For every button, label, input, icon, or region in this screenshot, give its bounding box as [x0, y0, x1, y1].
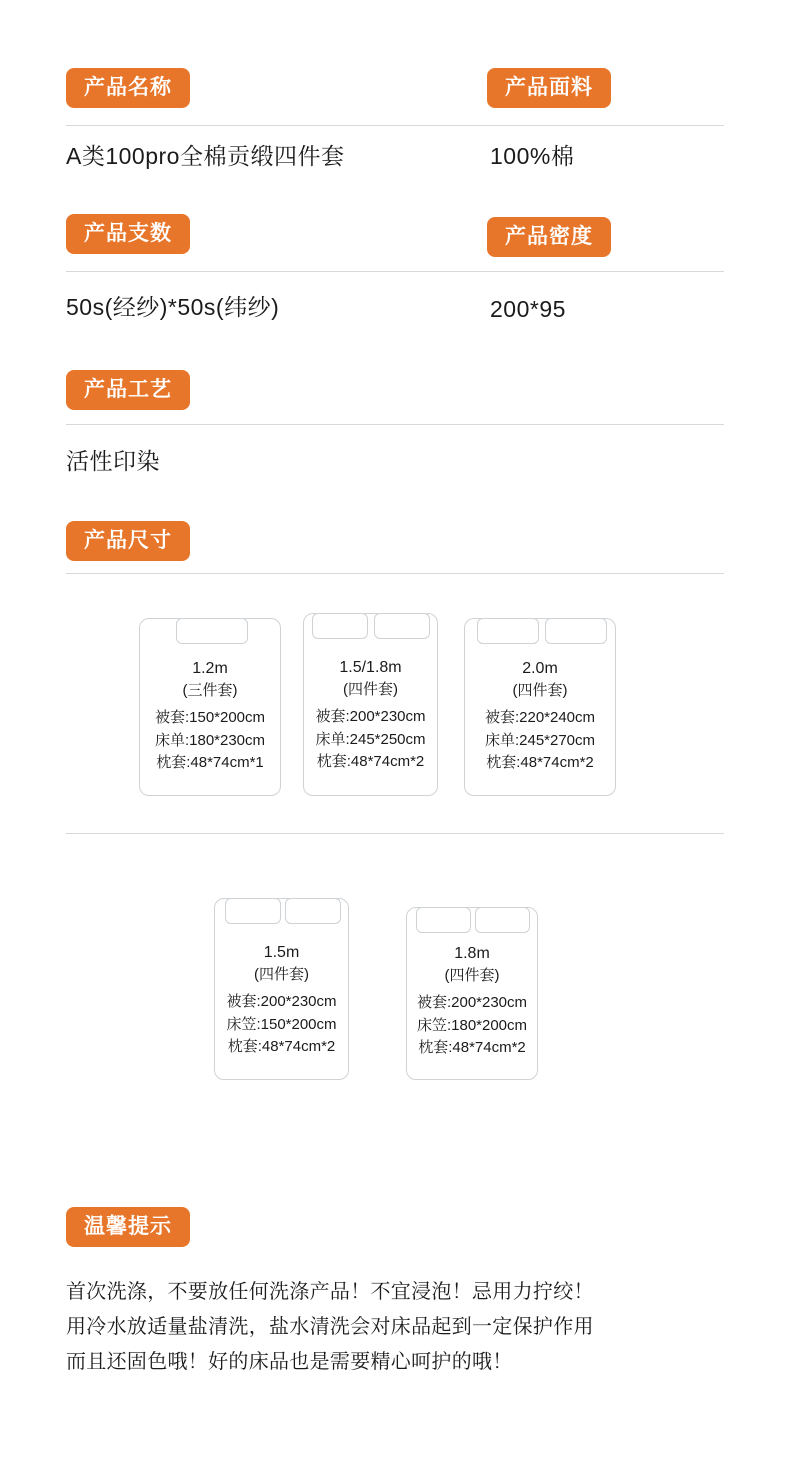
spec-label-product-size	[66, 521, 190, 561]
bed-title: 1.5m	[263, 944, 300, 961]
divider-3	[66, 424, 724, 425]
tips-body	[66, 1275, 726, 1380]
bed-spec-line: 床单:180*230cm	[154, 731, 266, 749]
bed-spec-line: 床笠:150*200cm	[226, 1015, 337, 1033]
pill-product-fabric: 产品面料	[487, 68, 611, 108]
spec-value-product-fabric: 100%棉	[490, 143, 575, 169]
bed-spec-line: 被套:200*230cm	[226, 993, 337, 1010]
spec-value-product-name: A类100pro全棉贡缎四件套	[66, 143, 345, 169]
bed-diagram-1	[139, 618, 281, 796]
spec-value-product-count: 50s(经纱)*50s(纬纱)	[66, 294, 280, 320]
bed-spec-line: 枕套:48*74cm*1	[156, 754, 264, 771]
bed-title: 1.2m	[192, 660, 228, 677]
pillow-icon	[477, 618, 539, 644]
spec-value-product-density: 200*95	[490, 296, 566, 322]
spec-label-product-process	[66, 370, 190, 410]
pill-tips: 温馨提示	[66, 1207, 190, 1247]
bed-subtitle: (三件套)	[182, 682, 238, 700]
pillow-icon	[225, 898, 281, 924]
pill-product-count: 产品支数	[66, 214, 190, 254]
divider-4	[66, 573, 724, 574]
bed-title: 2.0m	[522, 660, 558, 677]
divider-2	[66, 271, 724, 272]
bed-spec-line: 床单:245*270cm	[484, 731, 596, 749]
spec-label-product-name	[66, 68, 190, 108]
pillow-icon	[475, 907, 530, 933]
tips-line-2: 用冷水放适量盐清洗，盐水清洗会对床品起到一定保护作用	[66, 1316, 594, 1338]
bed-diagram-2	[303, 613, 438, 796]
tips-line-3: 而且还固色哦！好的床品也是需要精心呵护的哦！	[66, 1351, 513, 1373]
bed-spec-line: 枕套:48*74cm*2	[486, 754, 594, 771]
pillow-icon	[176, 618, 248, 644]
bed-spec-line: 被套:200*230cm	[416, 994, 528, 1011]
pill-product-name: 产品名称	[66, 68, 190, 108]
divider-1	[66, 125, 724, 126]
bed-spec-line: 床单:245*250cm	[315, 730, 426, 748]
pillow-icon	[285, 898, 341, 924]
bed-spec-line: 枕套:48*74cm*2	[316, 753, 425, 770]
bed-subtitle: (四件套)	[512, 682, 568, 700]
spec-label-product-density	[487, 217, 611, 257]
spec-value-product-process: 活性印染	[66, 448, 160, 474]
bed-subtitle: (四件套)	[254, 966, 309, 984]
tips-line-1: 首次洗涤，不要放任何洗涤产品！不宜浸泡！忌用力拧绞！	[66, 1281, 594, 1303]
pillow-icon	[416, 907, 471, 933]
bed-subtitle: (四件套)	[444, 967, 500, 985]
bed-spec-line: 枕套:48*74cm*2	[418, 1039, 526, 1056]
bed-diagram-3	[464, 618, 616, 796]
spec-label-product-count	[66, 214, 190, 254]
pill-product-density: 产品密度	[487, 217, 611, 257]
pill-product-process: 产品工艺	[66, 370, 190, 410]
pillow-icon	[312, 613, 368, 639]
pillow-icon	[545, 618, 607, 644]
pill-product-size: 产品尺寸	[66, 521, 190, 561]
bed-subtitle: (四件套)	[343, 681, 398, 699]
bed-diagram-5	[406, 907, 538, 1080]
bed-spec-line: 被套:200*230cm	[315, 708, 426, 725]
bed-title: 1.8m	[454, 945, 490, 962]
bed-title: 1.5/1.8m	[339, 659, 402, 676]
tips-label	[66, 1207, 190, 1247]
bed-spec-line: 被套:220*240cm	[484, 709, 596, 726]
pillow-icon	[374, 613, 430, 639]
divider-5	[66, 833, 724, 834]
spec-label-product-fabric	[487, 68, 611, 108]
bed-spec-line: 被套:150*200cm	[154, 709, 266, 726]
bed-spec-line: 床笠:180*200cm	[416, 1016, 528, 1034]
bed-diagram-4	[214, 898, 349, 1080]
bed-spec-line: 枕套:48*74cm*2	[227, 1038, 336, 1055]
